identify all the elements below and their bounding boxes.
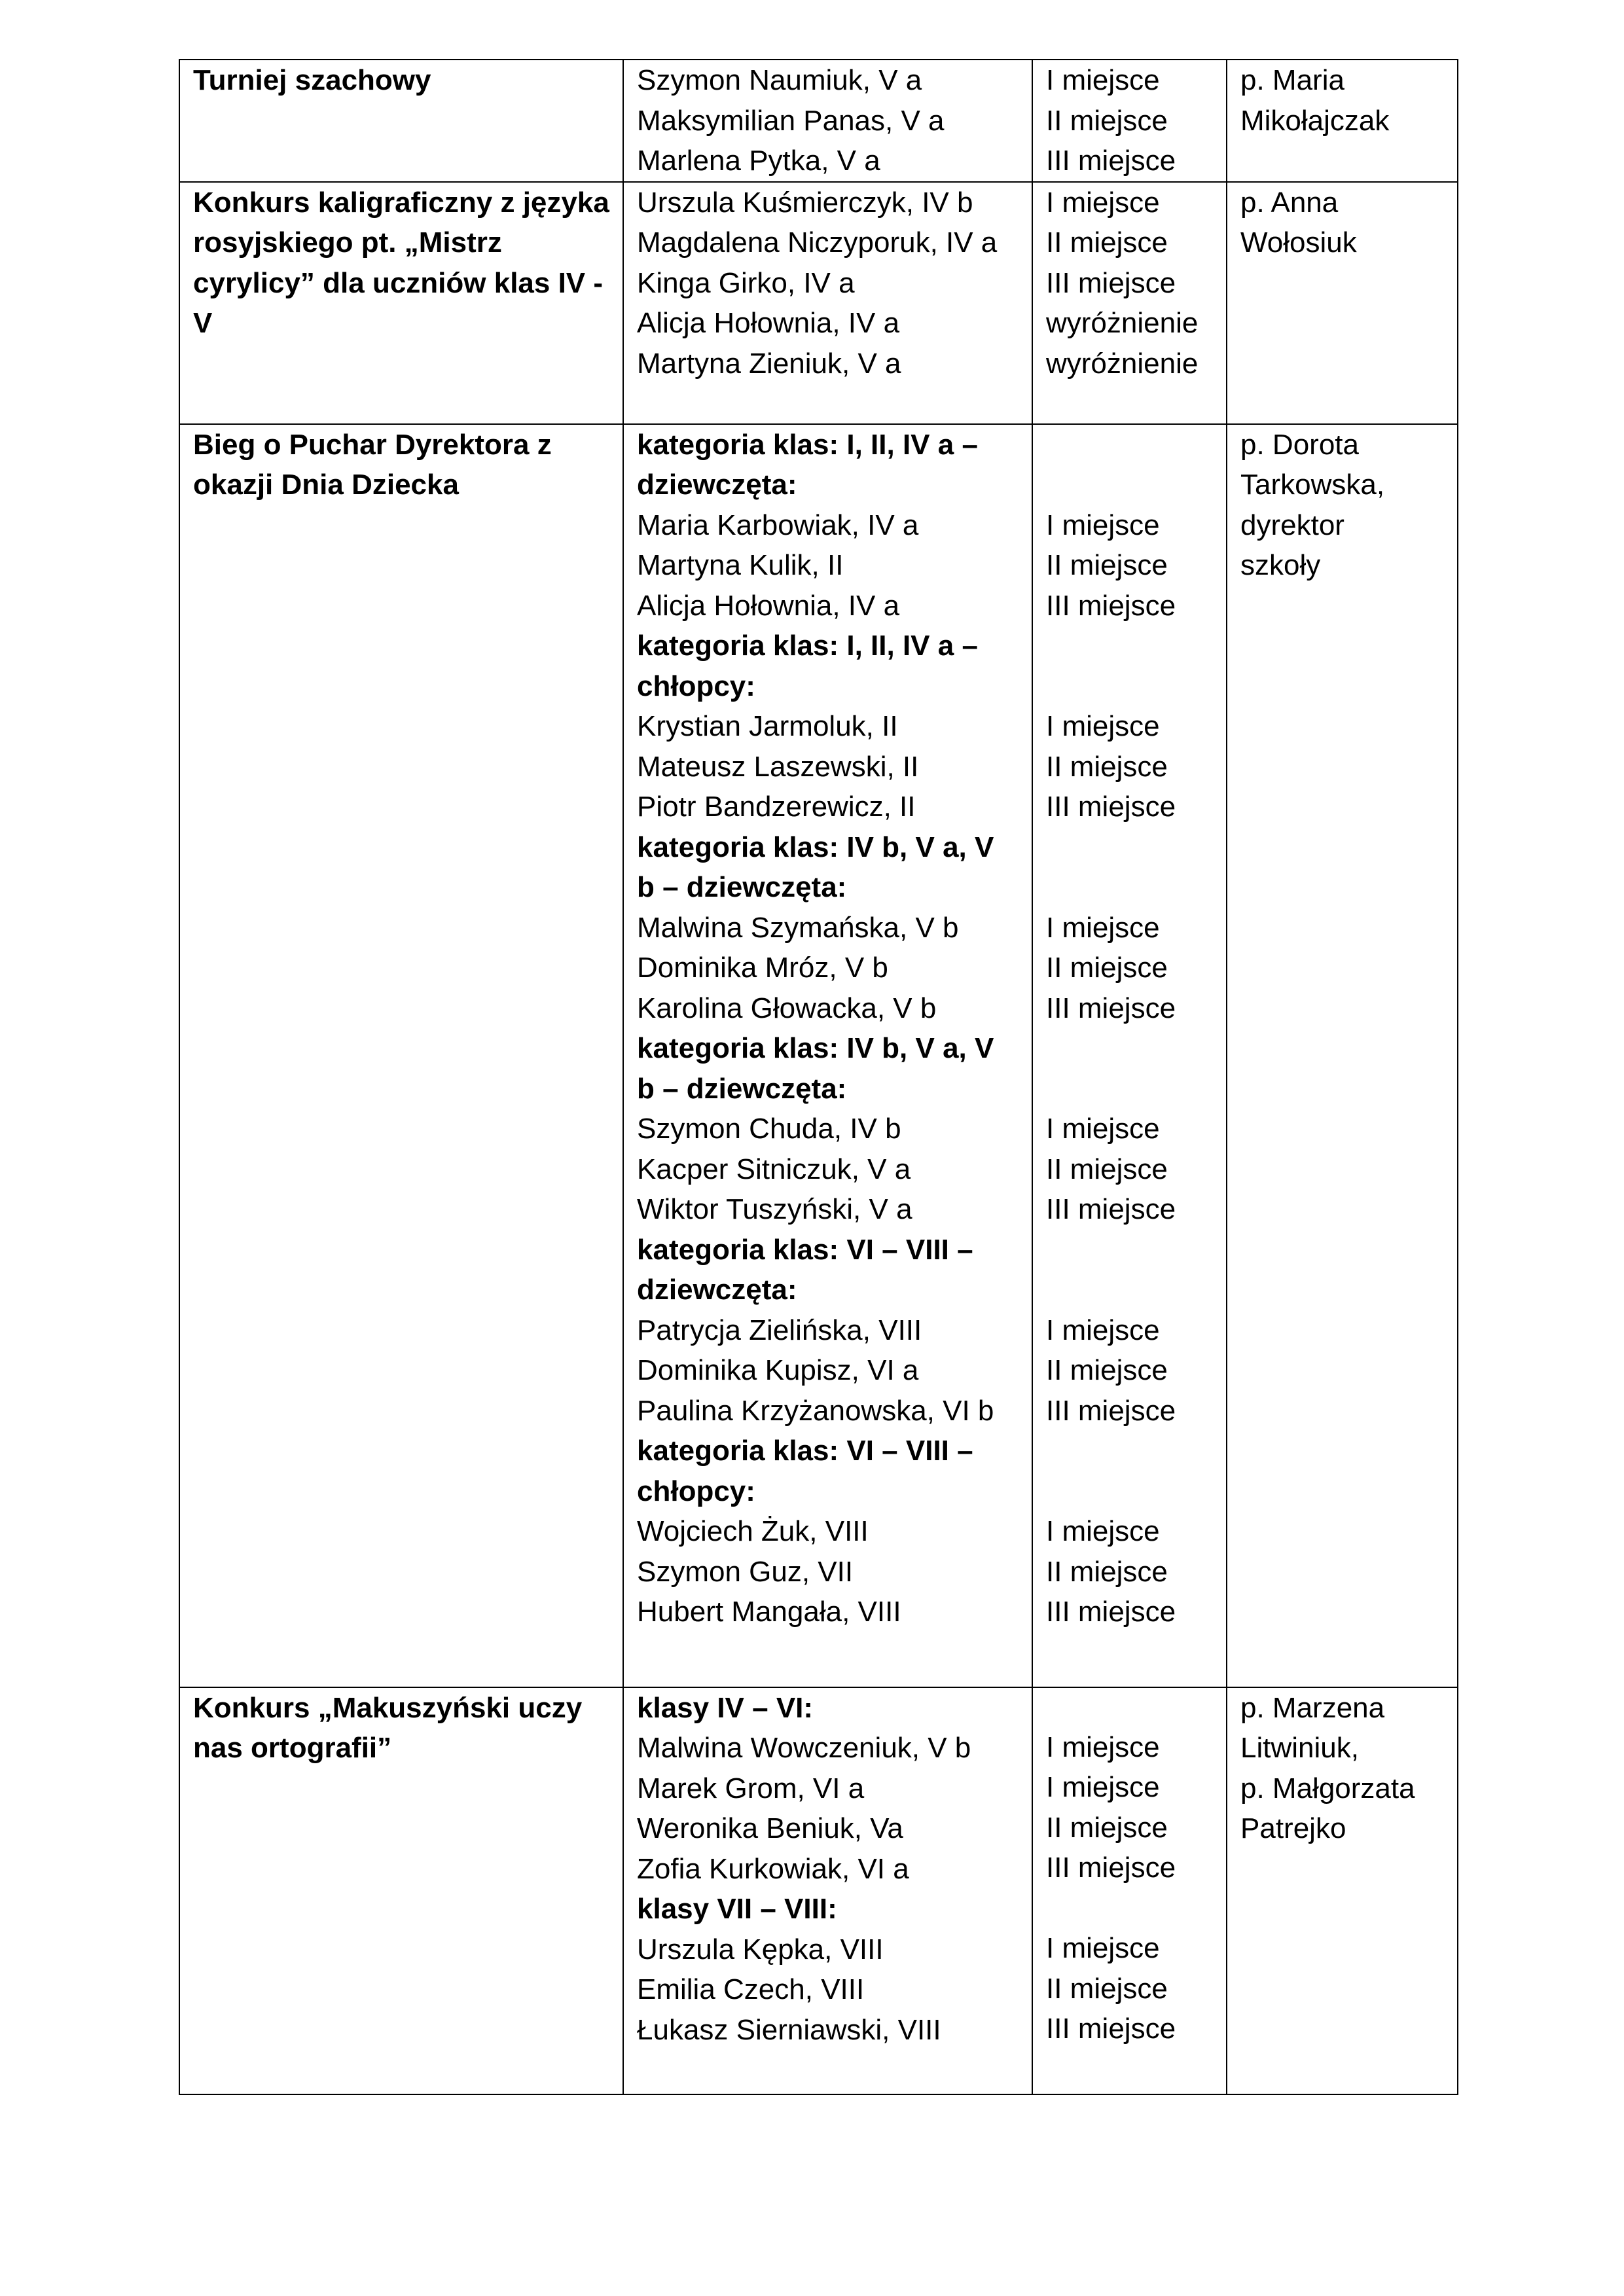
place: II miejsce bbox=[1046, 952, 1168, 984]
places-cell bbox=[1032, 1687, 1227, 2094]
participants-cell bbox=[623, 1687, 1032, 2094]
text-line: Konkurs kaligraficzny z języka rosyjskiego pt. „Mistrz cyrylicy” dla uczniów klas IV - V bbox=[193, 186, 609, 339]
table-row bbox=[179, 424, 1458, 1687]
spacer bbox=[1046, 1069, 1213, 1109]
participants-cell bbox=[623, 60, 1032, 182]
participant: Malwina Szymańska, V b bbox=[637, 911, 959, 944]
place: III miejsce bbox=[1046, 145, 1176, 177]
participant: Kacper Sitniczuk, V a bbox=[637, 1153, 911, 1185]
place: III miejsce bbox=[1046, 1852, 1176, 1884]
spacer bbox=[1046, 1708, 1213, 1727]
category-header: kategoria klas: I, II, IV a – bbox=[637, 428, 978, 461]
competition-name bbox=[179, 182, 623, 424]
participant: Martyna Kulik, II bbox=[637, 549, 844, 581]
text-line: Bieg o Puchar Dyrektora z okazji Dnia Dziecka bbox=[193, 428, 552, 501]
place: II miejsce bbox=[1046, 1354, 1168, 1386]
text-line: Turniej szachowy bbox=[193, 64, 431, 96]
place: II miejsce bbox=[1046, 549, 1168, 581]
table-row bbox=[179, 182, 1458, 424]
place: II miejsce bbox=[1046, 1811, 1168, 1844]
category-header: kategoria klas: VI – VIII – bbox=[637, 1233, 973, 1266]
participants-cell bbox=[623, 182, 1032, 424]
spacer bbox=[1046, 1028, 1213, 1069]
participant: Wiktor Tuszyński, V a bbox=[637, 1193, 912, 1225]
text-line: p. Anna bbox=[1240, 186, 1339, 219]
participant: Malwina Wowczeniuk, V b bbox=[637, 1732, 971, 1764]
place: III miejsce bbox=[1046, 589, 1176, 622]
category-header: kategoria klas: I, II, IV a – bbox=[637, 630, 978, 662]
text-line: Konkurs „Makuszyński uczy nas ortografii” bbox=[193, 1691, 583, 1764]
spacer bbox=[1046, 1270, 1213, 1310]
place: I miejsce bbox=[1046, 1932, 1160, 1964]
participant: Szymon Guz, VII bbox=[637, 1555, 854, 1588]
places-cell bbox=[1032, 424, 1227, 1687]
spacer bbox=[1046, 827, 1213, 868]
participant: Weronika Beniuk, Va bbox=[637, 1812, 903, 1844]
participant: Karolina Głowacka, V b bbox=[637, 992, 937, 1024]
place: III miejsce bbox=[1046, 1394, 1176, 1427]
place: III miejsce bbox=[1046, 791, 1176, 823]
participant: Piotr Bandzerewicz, II bbox=[637, 791, 916, 823]
competition-name bbox=[179, 1687, 623, 2094]
spacer bbox=[1046, 1230, 1213, 1270]
places-cell bbox=[1032, 182, 1227, 424]
place: III miejsce bbox=[1046, 2013, 1176, 2045]
place: I miejsce bbox=[1046, 64, 1160, 96]
text-line: Litwiniuk, bbox=[1240, 1732, 1359, 1764]
spacer bbox=[1046, 1471, 1213, 1512]
spacer bbox=[1046, 626, 1213, 666]
teacher-cell bbox=[1227, 60, 1458, 182]
teacher-cell bbox=[1227, 424, 1458, 1687]
participant: Alicja Hołownia, IV a bbox=[637, 307, 900, 339]
category-header: kategoria klas: IV b, V a, V bbox=[637, 831, 994, 863]
text-line: Patrejko bbox=[1240, 1812, 1346, 1844]
participant: Dominika Kupisz, VI a bbox=[637, 1354, 919, 1386]
place: II miejsce bbox=[1046, 1555, 1168, 1588]
participant: Dominika Mróz, V b bbox=[637, 952, 888, 984]
category-header: dziewczęta: bbox=[637, 1274, 797, 1306]
text-line: p. Dorota bbox=[1240, 428, 1359, 461]
participant: Marek Grom, VI a bbox=[637, 1772, 865, 1804]
place: III miejsce bbox=[1046, 1596, 1176, 1628]
spacer bbox=[1046, 1688, 1213, 1708]
text-line: szkoły bbox=[1240, 549, 1321, 581]
participant: Kinga Girko, IV a bbox=[637, 266, 855, 299]
group-header: klasy VII – VIII: bbox=[637, 1893, 837, 1925]
place: I miejsce bbox=[1046, 186, 1160, 219]
place: wyróżnienie bbox=[1046, 307, 1199, 339]
participant: Emilia Czech, VIII bbox=[637, 1973, 865, 2005]
text-line: p. Marzena bbox=[1240, 1691, 1385, 1724]
place: I miejsce bbox=[1046, 1771, 1160, 1803]
participant: Patrycja Zielińska, VIII bbox=[637, 1314, 922, 1346]
category-header: kategoria klas: IV b, V a, V bbox=[637, 1032, 994, 1064]
place: II miejsce bbox=[1046, 750, 1168, 783]
place: II miejsce bbox=[1046, 1153, 1168, 1185]
place: I miejsce bbox=[1046, 1731, 1160, 1763]
participant: Alicja Hołownia, IV a bbox=[637, 589, 900, 622]
participant: Martyna Zieniuk, V a bbox=[637, 347, 901, 380]
participants-cell bbox=[623, 424, 1032, 1687]
participant: Maria Karbowiak, IV a bbox=[637, 509, 919, 541]
text-line: Wołosiuk bbox=[1240, 226, 1357, 259]
participant: Zofia Kurkowiak, VI a bbox=[637, 1852, 909, 1885]
teacher-cell bbox=[1227, 182, 1458, 424]
participant: Urszula Kuśmierczyk, IV b bbox=[637, 186, 973, 219]
place: II miejsce bbox=[1046, 226, 1168, 259]
spacer bbox=[1046, 425, 1213, 465]
teacher-cell bbox=[1227, 1687, 1458, 2094]
participant: Szymon Naumiuk, V a bbox=[637, 64, 922, 96]
place: I miejsce bbox=[1046, 1314, 1160, 1346]
participant: Maksymilian Panas, V a bbox=[637, 104, 945, 137]
spacer bbox=[1046, 666, 1213, 707]
competition-name bbox=[179, 60, 623, 182]
text-line: Tarkowska, bbox=[1240, 469, 1385, 501]
places-cell bbox=[1032, 60, 1227, 182]
text-line: p. Maria bbox=[1240, 64, 1344, 96]
spacer bbox=[1046, 1888, 1213, 1929]
category-header: chłopcy: bbox=[637, 670, 755, 702]
results-table bbox=[179, 59, 1458, 2095]
table-row bbox=[179, 60, 1458, 182]
table-row bbox=[179, 1687, 1458, 2094]
participant: Łukasz Sierniawski, VIII bbox=[637, 2013, 941, 2046]
place: II miejsce bbox=[1046, 104, 1168, 137]
participant: Marlena Pytka, V a bbox=[637, 145, 880, 177]
place: II miejsce bbox=[1046, 1972, 1168, 2005]
participant: Mateusz Laszewski, II bbox=[637, 750, 919, 783]
category-header: chłopcy: bbox=[637, 1475, 755, 1507]
place: I miejsce bbox=[1046, 509, 1160, 541]
category-header: b – dziewczęta: bbox=[637, 1072, 847, 1105]
participant: Paulina Krzyżanowska, VI b bbox=[637, 1394, 994, 1427]
text-line: Mikołajczak bbox=[1240, 104, 1390, 137]
participant: Krystian Jarmoluk, II bbox=[637, 710, 898, 742]
group-header: klasy IV – VI: bbox=[637, 1691, 814, 1724]
place: I miejsce bbox=[1046, 1113, 1160, 1145]
spacer bbox=[1046, 867, 1213, 908]
place: III miejsce bbox=[1046, 992, 1176, 1024]
spacer bbox=[1046, 465, 1213, 505]
participant: Szymon Chuda, IV b bbox=[637, 1113, 901, 1145]
participant: Wojciech Żuk, VIII bbox=[637, 1515, 869, 1547]
participant: Magdalena Niczyporuk, IV a bbox=[637, 226, 998, 259]
place: III miejsce bbox=[1046, 1193, 1176, 1225]
category-header: dziewczęta: bbox=[637, 469, 797, 501]
category-header: b – dziewczęta: bbox=[637, 871, 847, 903]
place: I miejsce bbox=[1046, 1515, 1160, 1547]
place: I miejsce bbox=[1046, 710, 1160, 742]
competition-name bbox=[179, 424, 623, 1687]
text-line: dyrektor bbox=[1240, 509, 1344, 541]
participant: Hubert Mangała, VIII bbox=[637, 1596, 901, 1628]
place: III miejsce bbox=[1046, 266, 1176, 299]
place: I miejsce bbox=[1046, 911, 1160, 944]
category-header: kategoria klas: VI – VIII – bbox=[637, 1435, 973, 1467]
text-line: p. Małgorzata bbox=[1240, 1772, 1415, 1804]
spacer bbox=[1046, 1431, 1213, 1471]
place: wyróżnienie bbox=[1046, 347, 1199, 380]
participant: Urszula Kępka, VIII bbox=[637, 1933, 884, 1965]
